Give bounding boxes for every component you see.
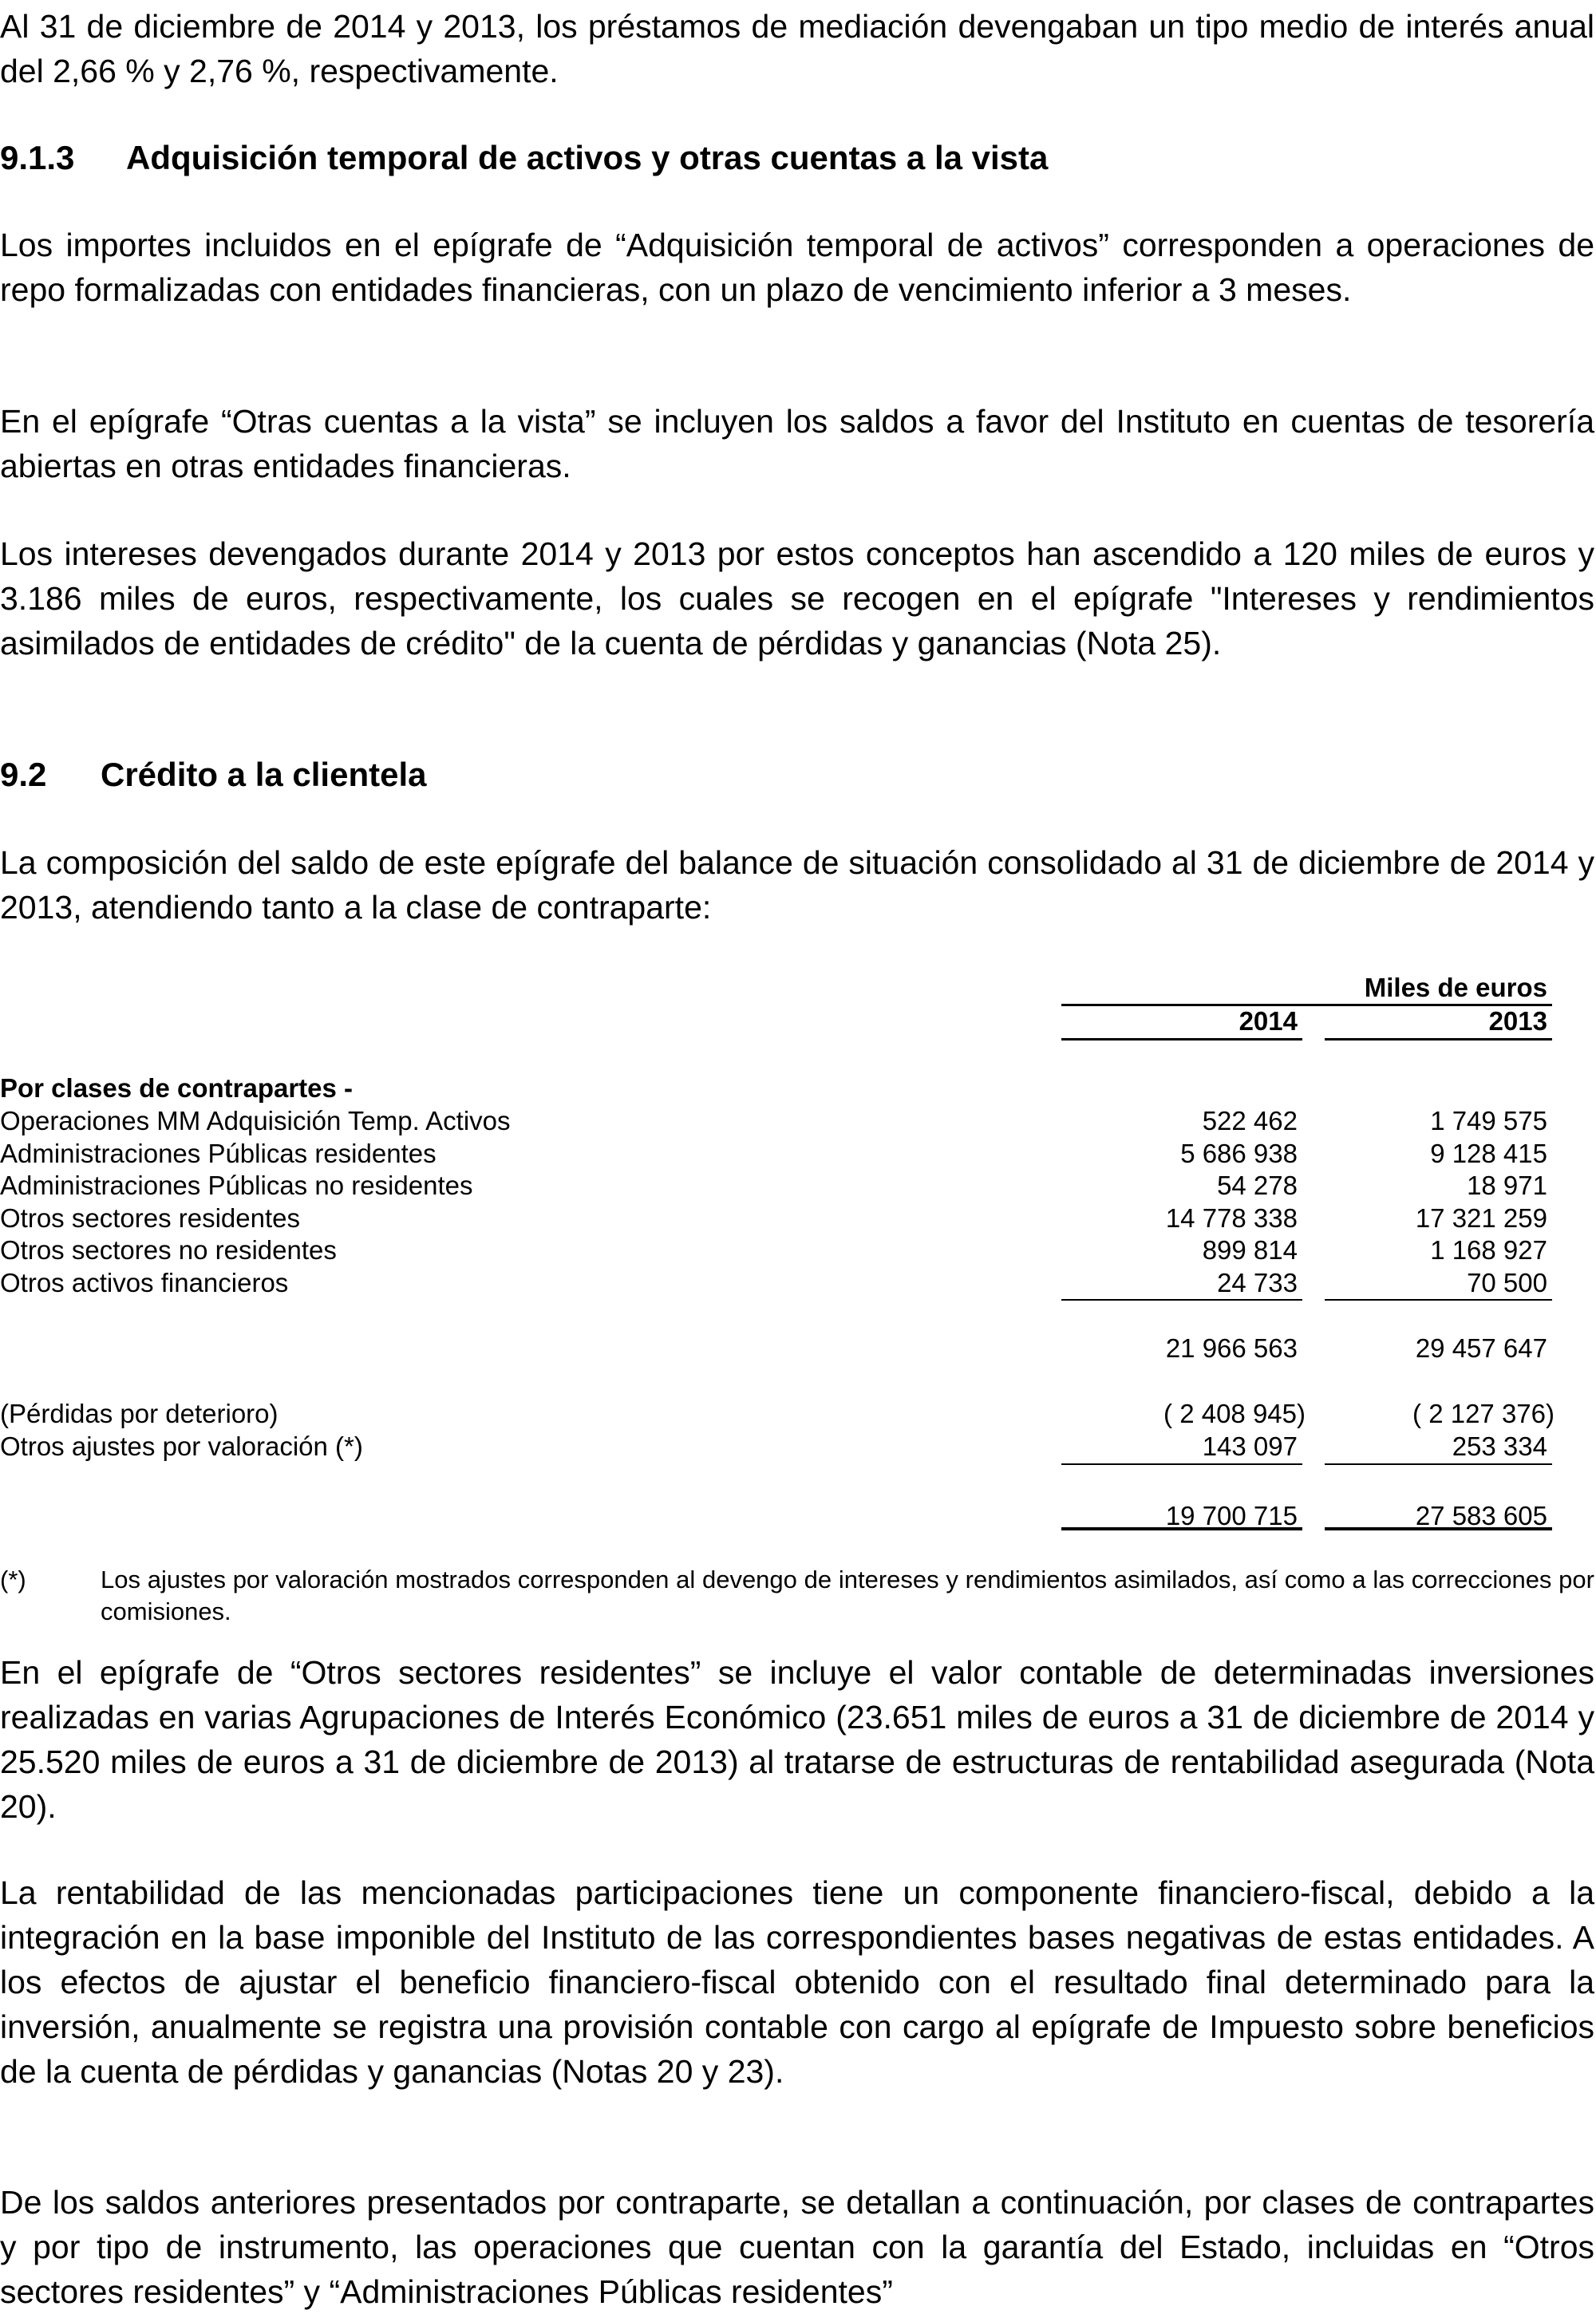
total-2013: 27 583 605 [1415,1501,1547,1530]
heading-9-1-3 [0,136,1048,180]
row-value-2013: 1 749 575 [1430,1106,1547,1135]
heading-9-2 [0,752,426,797]
col-header-2014: 2014 [1238,1006,1298,1036]
row-value-2014: 522 462 [1202,1106,1298,1135]
row-value-2014: 54 278 [1217,1171,1298,1200]
row-label: Otros ajustes por valoración (*) [0,1431,363,1461]
table-section-label: Por clases de contrapartes - [0,1073,354,1103]
row-label: Administraciones Públicas residentes [0,1139,437,1168]
paragraph-repo: Los importes incluidos en el epígrafe de “Adquisición temporal de activos” corresponden a operaciones de repo formalizadas con entidades financieras, con un plazo de vencimiento inferior a 3 meses. [0,227,1594,308]
row-label: Administraciones Públicas no residentes [0,1171,473,1200]
heading-text: Crédito a la clientela [101,756,427,793]
row-value-2013: ( 2 127 376) [1412,1399,1555,1428]
heading-text: Adquisición temporal de activos y otras cuentas a la vista [126,139,1049,176]
row-value-2014: 14 778 338 [1165,1203,1298,1233]
col1-rule [1061,1299,1302,1301]
heading-number: 9.2 [0,756,47,793]
row-label: Otros sectores no residentes [0,1235,337,1265]
paragraph-rentabilidad: La rentabilidad de las mencionadas participaciones tiene un componente financiero-fiscal, debido a la integración en la base imponible del Instituto de las correspondientes bases negativas de estas entidades. A los efectos de ajustar el beneficio financiero-fiscal obtenido con el resultado final determinado para la inversión, anualmente se registra una provisión contable con cargo al epígrafe de Impuesto sobre beneficios de la cuenta de pérdidas y ganancias (Notas 20 y 23). [0,1874,1594,2090]
row-value-2013: 18 971 [1467,1171,1547,1200]
footnote-text: Los ajustes por valoración mostrados corresponden al devengo de intereses y rendimientos asimilados, así como a las correcciones por comisiones. [101,1566,1594,1625]
subtotal-2013: 29 457 647 [1415,1333,1547,1363]
paragraph-mediation-loans: Al 31 de diciembre de 2014 y 2013, los préstamos de mediación devengaban un tipo medio de interés anual del 2,66 % y 2,76 %, respectivamente. [0,8,1594,89]
col1-header-rule [1061,1038,1302,1041]
row-value-2013: 17 321 259 [1415,1203,1547,1233]
col-header-2013: 2013 [1488,1006,1547,1036]
col1-rule [1061,1463,1302,1465]
total-2014: 19 700 715 [1165,1501,1298,1530]
row-value-2013: 1 168 927 [1430,1235,1547,1265]
row-value-2014: 5 686 938 [1180,1139,1298,1168]
paragraph-garantia: De los saldos anteriores presentados por contraparte, se detallan a continuación, por clases de contrapartes y por tipo de instrumento, las operaciones que cuentan con la garantía del Estado, incluidas en “Otros sectores residentes” y “Administraciones Públicas residentes” [0,2184,1594,2310]
col2-rule [1325,1463,1552,1465]
paragraph-otros-sectores: En el epígrafe de “Otros sectores residentes” se incluye el valor contable de determinadas inversiones realizadas en varias Agrupaciones de Interés Económico (23.651 miles de euros a 31 de diciembre de 2014 y 25.520 miles de euros a 31 de diciembre de 2013) al tratarse de estructuras de rentabilidad asegurada (Nota 20). [0,1654,1594,1825]
col2-header-rule [1325,1038,1552,1041]
row-value-2014: ( 2 408 945) [1163,1399,1306,1428]
row-label: Otros activos financieros [0,1268,289,1297]
paragraph-intereses: Los intereses devengados durante 2014 y 2013 por estos conceptos han ascendido a 120 miles de euros y 3.186 miles de euros, respectivamente, los cuales se recogen en el epígrafe "Intereses y rendimientos asimilados de entidades de crédito" de la cuenta de pérdidas y ganancias (Nota 25). [0,535,1594,661]
row-label: Otros sectores residentes [0,1203,300,1233]
row-label: (Pérdidas por deterioro) [0,1399,279,1428]
paragraph-otras-cuentas: En el epígrafe “Otras cuentas a la vista” se incluyen los saldos a favor del Instituto en cuentas de tesorería abiertas en otras entidades financieras. [0,403,1594,484]
col2-rule [1325,1299,1552,1301]
units-rule [1061,1004,1552,1006]
paragraph-composicion: La composición del saldo de este epígrafe del balance de situación consolidado al 31 de diciembre de 2014 y 2013, atendiendo tanto a la clase de contraparte: [0,844,1594,926]
heading-number: 9.1.3 [0,139,75,176]
row-value-2014: 899 814 [1202,1235,1298,1265]
row-value-2013: 9 128 415 [1430,1139,1547,1168]
row-value-2013: 253 334 [1452,1431,1547,1461]
row-label: Operaciones MM Adquisición Temp. Activos [0,1106,511,1135]
row-value-2014: 24 733 [1217,1268,1298,1297]
row-value-2014: 143 097 [1202,1431,1298,1461]
row-value-2013: 70 500 [1467,1268,1547,1297]
footnote-mark: (*) [0,1566,26,1593]
subtotal-2014: 21 966 563 [1165,1333,1298,1363]
table-units: Miles de euros [1364,973,1547,1002]
